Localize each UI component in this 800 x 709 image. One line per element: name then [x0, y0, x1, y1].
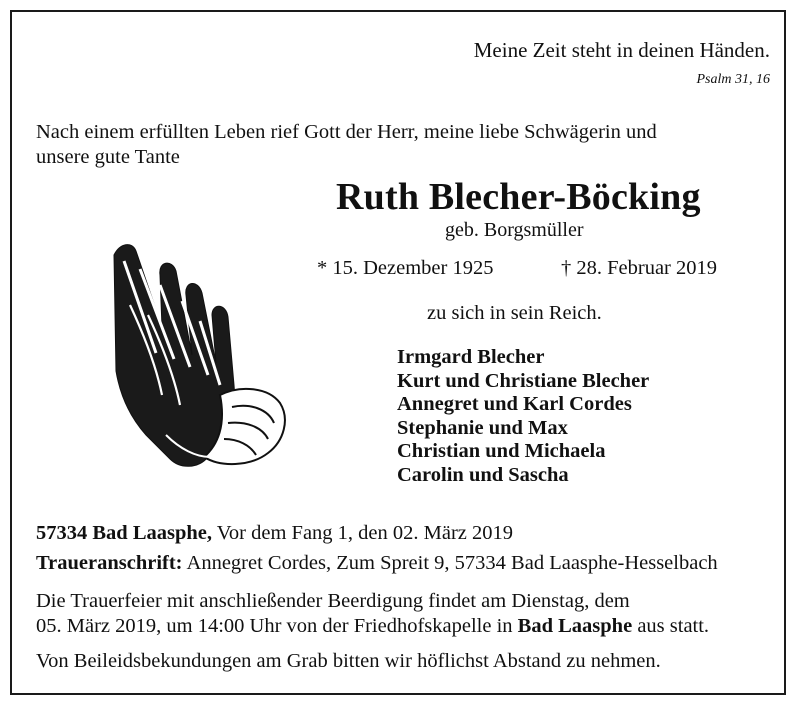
condolence-note: Von Beileidsbekundungen am Grab bitten wir höflichst Abstand zu nehmen. — [36, 650, 661, 672]
mourning-address-label: Traueranschrift: — [36, 552, 183, 574]
mourners-list — [397, 346, 649, 487]
service-line-1: Die Trauerfeier mit anschließender Beerdigung findet am Dienstag, dem — [36, 590, 630, 612]
mourning-address-line — [36, 552, 718, 575]
deceased-name: Ruth Blecher-Böcking — [336, 176, 701, 218]
birth-name: geb. Borgsmüller — [445, 219, 584, 241]
mourner-name: Carolin und Sascha — [397, 463, 569, 486]
mourner-name: Stephanie und Max — [397, 416, 568, 439]
motto-source: Psalm 31, 16 — [696, 72, 770, 87]
motto-quote: Meine Zeit steht in deinen Händen. — [473, 38, 770, 62]
service-line-2-end: aus statt. — [632, 615, 710, 637]
mourner-name: Christian und Michaela — [397, 440, 606, 462]
mourning-address-value: Annegret Cordes, Zum Spreit 9, 57334 Bad Laasphe-Hesselbach — [182, 552, 718, 574]
mourner-name: Annegret und Karl Cordes — [397, 393, 632, 415]
mourner-name: Irmgard Blecher — [397, 346, 545, 368]
service-line-2 — [36, 614, 709, 639]
place-name: 57334 Bad Laasphe, — [36, 522, 213, 544]
service-line-2-start: 05. März 2019, um 14:00 Uhr von der Friedhofskapelle in — [36, 615, 518, 637]
death-date: † 28. Februar 2019 — [561, 257, 718, 279]
mourner-name: Kurt und Christiane Blecher — [397, 369, 650, 392]
praying-hands-icon — [100, 235, 290, 470]
birth-date: * 15. Dezember 1925 — [317, 257, 494, 279]
intro-line-1: Nach einem erfüllten Leben rief Gott der Herr, meine liebe Schwägerin und — [36, 121, 657, 143]
closing-phrase: zu sich in sein Reich. — [427, 302, 602, 324]
place-date-rest: Vor dem Fang 1, den 02. März 2019 — [212, 522, 514, 544]
intro-line-2: unsere gute Tante — [36, 146, 180, 168]
service-location: Bad Laasphe — [517, 615, 633, 637]
place-date-line — [36, 522, 513, 545]
intro-text — [36, 120, 657, 170]
service-info — [36, 589, 709, 639]
